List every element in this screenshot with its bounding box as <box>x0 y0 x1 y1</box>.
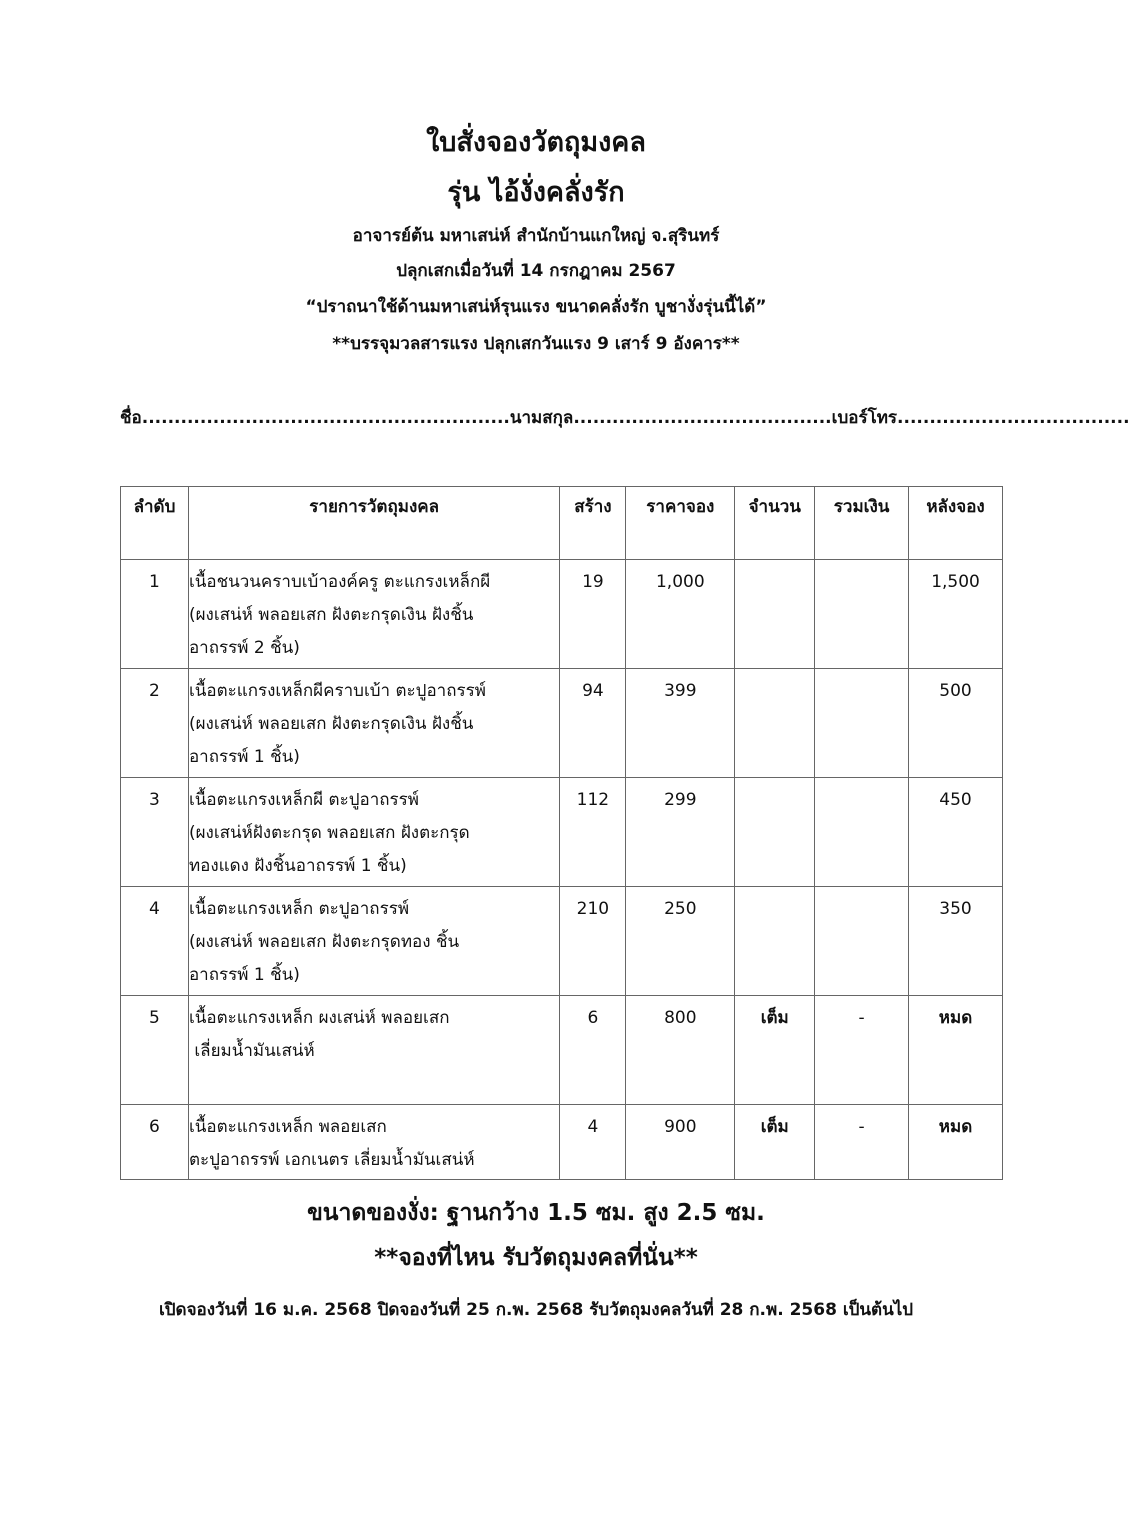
slogan-line: “ปราถนาใช้ด้านมหาเสน่ห์รุนแรง ขนาดคลั่งรัก บูชางั่งรุ่นนี้ได้” <box>305 297 767 317</box>
table-row <box>121 1105 1003 1180</box>
row-after: หมด <box>909 996 1003 1105</box>
header-total: รวมเงิน <box>815 487 909 560</box>
header-no: ลำดับ <box>121 487 189 560</box>
ritual-date-line: ปลุกเสกเมื่อวันที่ 14 กรกฎาคม 2567 <box>396 261 676 281</box>
row-total <box>815 887 909 996</box>
master-line: อาจารย์ต้น มหาเสน่ห์ สำนักบ้านแกใหญ่ จ.สุรินทร์ <box>352 226 720 246</box>
table-header-row <box>121 487 1003 560</box>
header-price: ราคาจอง <box>626 487 735 560</box>
row-no: 4 <box>121 887 189 996</box>
ingredients-line: **บรรจุมวลสารแรง ปลุกเสกวันแรง 9 เสาร์ 9 อังคาร** <box>332 334 740 354</box>
order-table <box>120 486 1003 1180</box>
row-after: 1,500 <box>909 560 1003 669</box>
row-qty: เต็ม <box>735 1105 815 1180</box>
header-after: หลังจอง <box>909 487 1003 560</box>
item-line: (ผงเสน่ห์ พลอยเสก ฝังตะกรุดเงิน ฝังชิ้น <box>188 605 474 625</box>
document-subtitle: รุ่น ไอ้งั่งคลั่งรัก <box>447 177 625 208</box>
row-total: - <box>815 996 909 1105</box>
row-total <box>815 778 909 887</box>
row-price: 399 <box>626 669 735 778</box>
item-line: เนื้อตะแกรงเหล็ก พลอยเสก <box>188 1117 387 1137</box>
row-built: 94 <box>560 669 626 778</box>
row-item <box>188 887 560 996</box>
item-line: อาถรรพ์ 1 ชิ้น) <box>188 747 300 767</box>
table-row <box>121 560 1003 669</box>
item-line: (ผงเสน่ห์ฝังตะกรุด พลอยเสก ฝังตะกรุด <box>188 823 470 843</box>
row-total <box>815 560 909 669</box>
item-line: อาถรรพ์ 2 ชิ้น) <box>188 638 300 658</box>
row-item <box>188 778 560 887</box>
row-no: 3 <box>121 778 189 887</box>
row-qty <box>735 778 815 887</box>
row-no: 5 <box>121 996 189 1105</box>
row-after: 350 <box>909 887 1003 996</box>
row-price: 1,000 <box>626 560 735 669</box>
row-qty <box>735 669 815 778</box>
row-no: 6 <box>121 1105 189 1180</box>
row-no: 2 <box>121 669 189 778</box>
row-built: 210 <box>560 887 626 996</box>
document-title: ใบสั่งจองวัตถุมงคล <box>426 127 646 158</box>
table-row <box>121 996 1003 1105</box>
row-no: 1 <box>121 560 189 669</box>
item-line: เนื้อตะแกรงเหล็ก ผงเสน่ห์ พลอยเสก <box>188 1008 450 1028</box>
row-built: 6 <box>560 996 626 1105</box>
row-after: 450 <box>909 778 1003 887</box>
row-built: 19 <box>560 560 626 669</box>
row-qty: เต็ม <box>735 996 815 1105</box>
row-built: 112 <box>560 778 626 887</box>
row-price: 250 <box>626 887 735 996</box>
row-qty <box>735 560 815 669</box>
row-price: 900 <box>626 1105 735 1180</box>
row-qty <box>735 887 815 996</box>
item-line: เลี่ยมน้ำมันเสน่ห์ <box>188 1041 315 1061</box>
item-line: อาถรรพ์ 1 ชิ้น) <box>188 965 300 985</box>
item-line: เนื้อตะแกรงเหล็กผีคราบเบ้า ตะปูอาถรรพ์ <box>188 681 486 701</box>
table-row <box>121 669 1003 778</box>
row-item <box>188 669 560 778</box>
row-total: - <box>815 1105 909 1180</box>
row-after: หมด <box>909 1105 1003 1180</box>
row-total <box>815 669 909 778</box>
table-row <box>121 887 1003 996</box>
item-line: เนื้อตะแกรงเหล็กผี ตะปูอาถรรพ์ <box>188 790 420 810</box>
row-after: 500 <box>909 669 1003 778</box>
row-built: 4 <box>560 1105 626 1180</box>
booking-dates-note: เปิดจองวันที่ 16 ม.ค. 2568 ปิดจองวันที่ 25 ก.พ. 2568 รับวัตถุมงคลวันที่ 28 ก.พ. 2568 เป็นต้นไป <box>158 1300 914 1320</box>
item-line: (ผงเสน่ห์ พลอยเสก ฝังตะกรุดทอง ชิ้น <box>188 932 460 952</box>
row-item <box>188 560 560 669</box>
amulet-size-note: ขนาดของงั่ง: ฐานกว้าง 1.5 ซม. สูง 2.5 ซม. <box>307 1200 765 1226</box>
header-built: สร้าง <box>560 487 626 560</box>
header-item: รายการวัตถุมงคล <box>188 487 560 560</box>
row-item <box>188 1105 560 1180</box>
customer-info-fields: ชื่อ.........................................................นามสกุล........................................เบอร์โทร.................................... <box>120 408 1130 428</box>
pickup-note: **จองที่ไหน รับวัตถุมงคลที่นั่น** <box>374 1245 698 1271</box>
table-row <box>121 778 1003 887</box>
item-line: (ผงเสน่ห์ พลอยเสก ฝังตะกรุดเงิน ฝังชิ้น <box>188 714 474 734</box>
row-item <box>188 996 560 1105</box>
item-line: เนื้อตะแกรงเหล็ก ตะปูอาถรรพ์ <box>188 899 410 919</box>
item-line: ตะปูอาถรรพ์ เอกเนตร เลี่ยมน้ำมันเสน่ห์ <box>188 1150 475 1170</box>
row-price: 299 <box>626 778 735 887</box>
row-price: 800 <box>626 996 735 1105</box>
header-qty: จำนวน <box>735 487 815 560</box>
item-line: เนื้อชนวนคราบเบ้าองค์ครู ตะแกรงเหล็กผี <box>188 572 491 592</box>
item-line: ทองแดง ฝังชิ้นอาถรรพ์ 1 ชิ้น) <box>188 856 407 876</box>
